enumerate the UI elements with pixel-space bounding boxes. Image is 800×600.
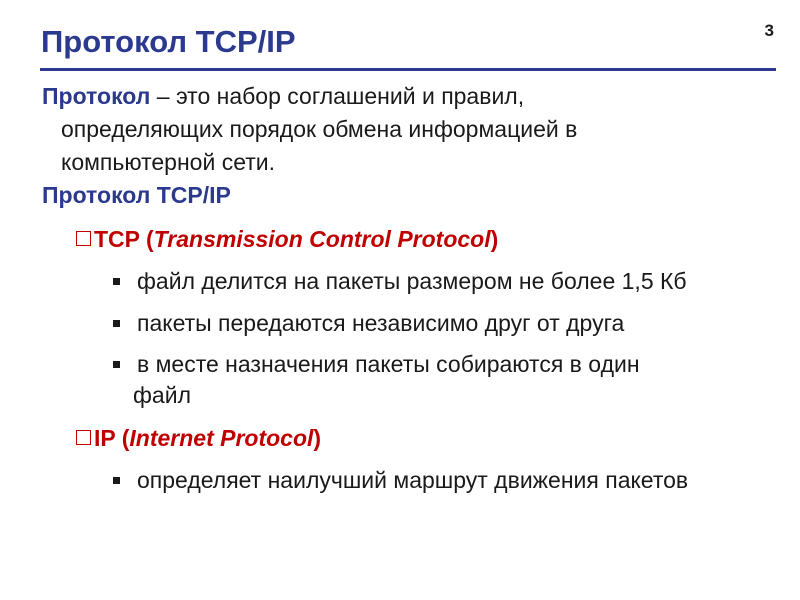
tcp-point-3 [113, 349, 640, 411]
definition-line-3: компьютерной сети. [61, 149, 275, 175]
square-bullet-icon [113, 361, 120, 368]
tcp-point-3-line-2: файл [133, 382, 191, 408]
square-bullet-icon [113, 320, 120, 327]
ip-item [76, 423, 321, 453]
section-subheading: Протокол TCP/IP [42, 182, 231, 208]
definition-term: Протокол [42, 83, 151, 109]
title-underline [40, 68, 776, 71]
ip-close-paren: ) [313, 425, 322, 451]
slide-number: 3 [764, 21, 774, 40]
tcp-abbr: TCP [94, 226, 140, 252]
tcp-full-name: Transmission Control Protocol [153, 226, 491, 252]
definition-paragraph [42, 80, 772, 179]
ip-open-paren: ( [115, 425, 130, 451]
ip-abbr: IP [94, 425, 116, 451]
ip-point-1 [113, 465, 688, 496]
tcp-point-text: пакеты передаются независимо друг от друга [137, 310, 625, 336]
tcp-item [76, 224, 498, 254]
tcp-open-paren: ( [139, 226, 154, 252]
checkbox-bullet-icon [76, 430, 91, 445]
tcp-point-text: файл делится на пакеты размером не более 1,5 Кб [137, 268, 687, 294]
checkbox-bullet-icon [76, 231, 91, 246]
definition-text: – это набор соглашений и правил, [150, 83, 525, 109]
definition-line-1 [42, 80, 772, 113]
tcp-point-2 [113, 308, 624, 339]
square-bullet-icon [113, 477, 120, 484]
definition-line-2: определяющих порядок обмена информацией в [61, 116, 578, 142]
ip-full-name: Internet Protocol [129, 425, 314, 451]
tcp-point-1 [113, 266, 687, 297]
tcp-point-3-line-1: в месте назначения пакеты собираются в один [137, 351, 640, 377]
slide-title: Протокол TCP/IP [41, 24, 296, 59]
ip-point-text: определяет наилучший маршрут движения пакетов [137, 467, 689, 493]
tcp-close-paren: ) [490, 226, 499, 252]
tcp-point-text [113, 349, 640, 411]
square-bullet-icon [113, 278, 120, 285]
